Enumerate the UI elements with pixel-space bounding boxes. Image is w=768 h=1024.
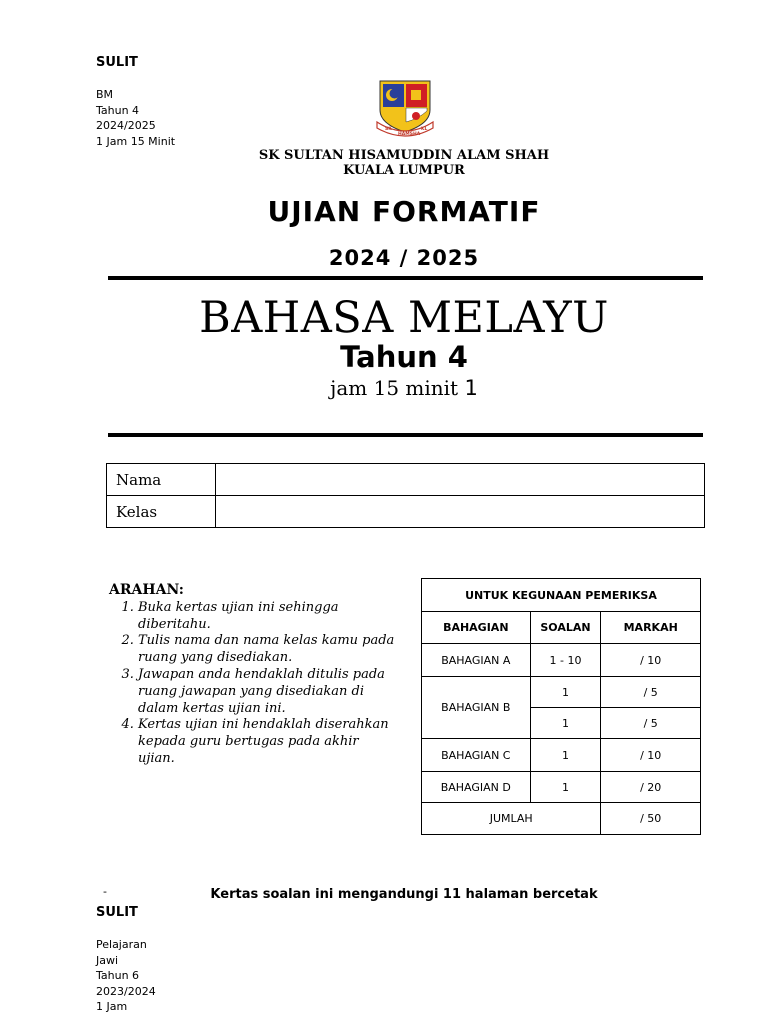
section-b2-marks: / 5 — [601, 708, 701, 739]
name-field[interactable] — [216, 464, 705, 496]
name-row — [107, 464, 705, 496]
instruction-item: 1. Buka kertas ujian ini sehingga diberitahu. — [138, 600, 399, 634]
subject-duration — [0, 376, 768, 400]
section-b-label: BAHAGIAN B — [422, 677, 531, 739]
table-row — [422, 644, 701, 677]
section-c-label: BAHAGIAN C — [422, 739, 531, 772]
table-row — [422, 803, 701, 835]
total-label: JUMLAH — [422, 803, 601, 835]
subject-level: Tahun 4 — [340, 340, 468, 374]
top-divider — [108, 276, 703, 280]
section-d-questions: 1 — [530, 772, 601, 803]
duration-text: jam 15 minit — [330, 376, 459, 400]
section-b1-marks: / 5 — [601, 677, 701, 708]
footer-dash: - — [103, 885, 107, 898]
section-d-label: BAHAGIAN D — [422, 772, 531, 803]
school-crest-logo — [374, 78, 436, 140]
total-marks: / 50 — [601, 803, 701, 835]
section-a-questions: 1 - 10 — [530, 644, 601, 677]
section-c-questions: 1 — [530, 739, 601, 772]
class-row — [107, 496, 705, 528]
col-header-bahagian: BAHAGIAN — [422, 612, 531, 644]
subject-name: BAHASA MELAYU — [199, 293, 609, 343]
meta-duration: 1 Jam — [96, 1000, 128, 1013]
meta-subject: Pelajaran — [96, 938, 147, 951]
crest-text-left: SK — [385, 127, 392, 132]
section-a-marks: / 10 — [601, 644, 701, 677]
section-a-label: BAHAGIAN A — [422, 644, 531, 677]
exam-title: UJIAN FORMATIF — [267, 195, 541, 228]
examiner-table — [421, 578, 701, 835]
crest-text-center: HAMSHA — [398, 132, 421, 137]
class-label: Kelas — [107, 496, 216, 528]
name-label: Nama — [107, 464, 216, 496]
instructions — [109, 582, 399, 768]
instructions-list — [109, 600, 399, 768]
examiner-table-title: UNTUK KEGUNAAN PEMERIKSA — [422, 579, 701, 612]
meta-session: 2023/2024 — [96, 984, 156, 998]
sulit-label-bottom: SULIT — [96, 905, 138, 920]
instruction-item: 3. Jawapan anda hendaklah ditulis pada ruang jawapan yang disediakan di dalam kertas ujian ini. — [138, 667, 399, 717]
section-b2-questions: 1 — [530, 708, 601, 739]
meta-year-level: Tahun 4 — [96, 103, 140, 117]
meta-year-level: Tahun 6 — [96, 969, 140, 982]
instruction-item: 2. Tulis nama dan nama kelas kamu pada ruang yang disediakan. — [138, 633, 399, 667]
duration-number: 1 — [464, 376, 478, 400]
section-d-marks: / 20 — [601, 772, 701, 803]
school-name-line2: KUALA LUMPUR — [343, 163, 465, 178]
paper-meta-bottom — [96, 937, 156, 1015]
meta-subject: BM — [96, 88, 114, 101]
table-row — [422, 677, 701, 708]
instructions-title: ARAHAN: — [109, 582, 184, 598]
section-c-marks: / 10 — [601, 739, 701, 772]
student-info-table — [106, 463, 705, 528]
page-count-note: Kertas soalan ini mengandungi 11 halaman bercetak — [210, 887, 598, 902]
meta-session: 2024/2025 — [96, 119, 156, 132]
meta-duration: 1 Jam 15 Minit — [96, 134, 176, 148]
meta-subject-cont: Jawi — [96, 953, 119, 967]
school-name-line1: SK SULTAN HISAMUDDIN ALAM SHAH — [258, 148, 550, 163]
bottom-divider — [108, 433, 703, 437]
exam-session: 2024 / 2025 — [328, 246, 480, 270]
school-name — [0, 148, 768, 178]
class-field[interactable] — [216, 496, 705, 528]
table-row — [422, 739, 701, 772]
paper-meta-top — [96, 87, 175, 149]
col-header-soalan: SOALAN — [530, 612, 601, 644]
col-header-markah: MARKAH — [601, 612, 701, 644]
crest-text-right: KL — [421, 127, 428, 132]
sulit-label-top: SULIT — [96, 55, 138, 70]
instruction-item: 4. Kertas ujian ini hendaklah diserahkan kepada guru bertugas pada akhir ujian. — [138, 717, 399, 767]
section-b1-questions: 1 — [530, 677, 601, 708]
table-row — [422, 772, 701, 803]
